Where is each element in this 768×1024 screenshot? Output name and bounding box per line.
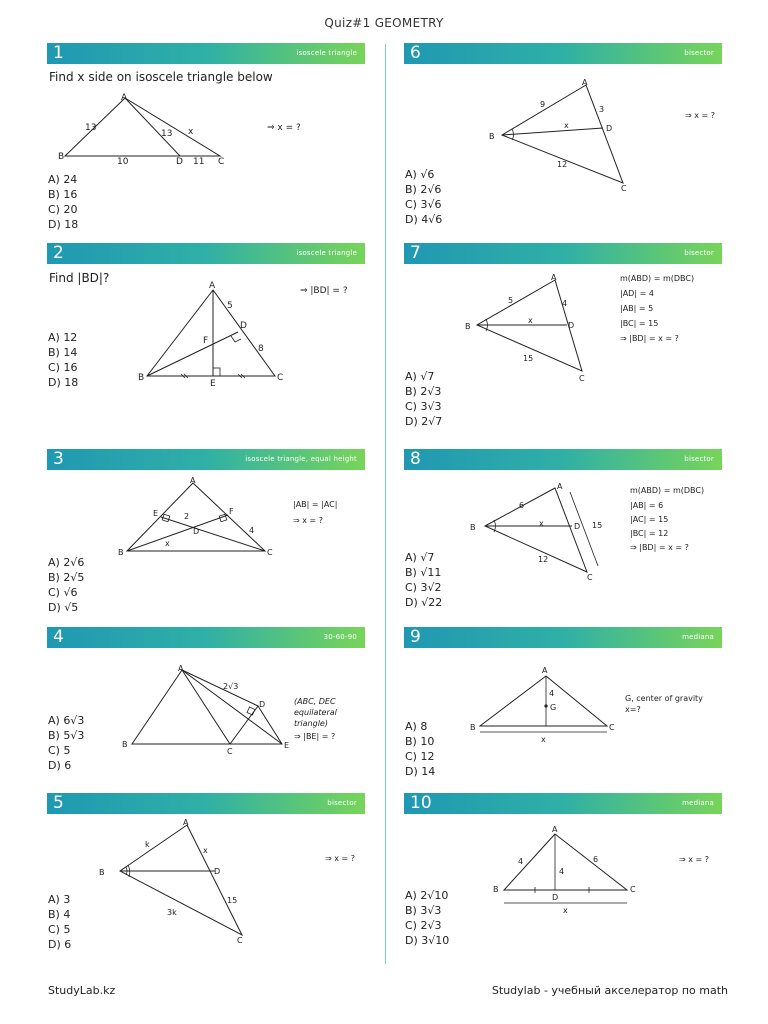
- label-k: k: [145, 840, 150, 849]
- label-ad: 4: [562, 299, 568, 308]
- option-c[interactable]: C) 5: [48, 923, 71, 936]
- problem-9-options: [405, 719, 435, 779]
- label-F: F: [203, 336, 209, 346]
- given-4: |BC| = 12: [630, 529, 669, 538]
- option-b[interactable]: B) 16: [48, 188, 78, 201]
- problem-8-figure: [460, 478, 745, 588]
- label-B: B: [99, 868, 105, 877]
- label-E: E: [210, 379, 216, 388]
- note-line2: equilateral: [294, 708, 337, 717]
- label-C: C: [227, 747, 233, 755]
- label-dc: 11: [193, 157, 205, 167]
- label-x: x: [165, 539, 170, 548]
- problem-2-figure: [135, 278, 365, 388]
- label-D: D: [574, 522, 581, 531]
- problem-10-figure: [482, 822, 737, 917]
- problem-tag: mediana: [682, 633, 714, 641]
- label-ad: 2√3: [223, 682, 239, 691]
- label-bc: 12: [538, 555, 549, 564]
- problem-4-options: [48, 713, 84, 773]
- given-2: |AD| = 4: [620, 289, 654, 298]
- problem-3-header: [47, 449, 365, 470]
- label-A: A: [557, 482, 563, 491]
- label-ac: 6: [593, 855, 599, 864]
- problem-tag: isoscele triangle: [296, 49, 357, 57]
- label-C: C: [587, 573, 593, 582]
- given-4: |BC| = 15: [620, 319, 659, 328]
- option-a[interactable]: A) 2√10: [405, 889, 449, 902]
- option-d[interactable]: D) 4√6: [405, 213, 443, 226]
- option-a[interactable]: A) 8: [405, 720, 428, 733]
- option-b[interactable]: B) 2√6: [405, 183, 442, 196]
- label-D: D: [176, 157, 183, 167]
- problem-5-options: [48, 892, 71, 952]
- label-ba: 9: [540, 100, 546, 109]
- option-c[interactable]: C) 3√2: [405, 581, 442, 594]
- problem-number: 9: [410, 627, 421, 647]
- problem-4-figure: [118, 660, 368, 755]
- label-C: C: [579, 374, 585, 383]
- note-line3: triangle): [294, 719, 328, 728]
- ask-text: ⇒ |BE| = ?: [294, 732, 336, 741]
- problem-1-header: [47, 43, 365, 64]
- given-3: |AB| = 5: [620, 304, 654, 313]
- label-x: x: [564, 121, 569, 130]
- label-D: D: [552, 893, 559, 902]
- label-x: x: [188, 127, 194, 137]
- option-c[interactable]: C) 16: [48, 361, 78, 374]
- ask-text: ⇒ x = ?: [267, 123, 301, 133]
- label-D: D: [214, 867, 221, 876]
- note-line1: (ABC, DEC: [294, 697, 336, 706]
- option-d[interactable]: D) 6: [48, 759, 72, 772]
- column-divider: [385, 44, 386, 964]
- label-x: x: [528, 316, 533, 325]
- problem-10-options: [405, 888, 449, 948]
- problem-10-header: [404, 793, 722, 814]
- problem-8-options: [405, 550, 442, 610]
- label-fc: 4: [249, 526, 255, 535]
- option-c[interactable]: C) 3√6: [405, 198, 442, 211]
- option-c[interactable]: C) 12: [405, 750, 435, 763]
- problem-number: 1: [53, 43, 64, 63]
- label-B: B: [122, 740, 128, 749]
- ask-text: ⇒ |BD| = ?: [300, 286, 348, 296]
- label-A: A: [209, 281, 216, 291]
- label-A: A: [582, 78, 588, 87]
- problem-number: 6: [410, 43, 421, 63]
- label-x: x: [541, 735, 546, 744]
- option-b[interactable]: B) 5√3: [48, 729, 85, 742]
- label-B: B: [489, 132, 495, 141]
- label-ba: 5: [508, 296, 514, 305]
- option-c[interactable]: C) 5: [48, 744, 71, 757]
- problem-3-options: [48, 555, 84, 615]
- ask-text: ⇒ x = ?: [685, 111, 716, 120]
- problem-tag: mediana: [682, 799, 714, 807]
- option-c[interactable]: C) 2√3: [405, 919, 442, 932]
- label-B: B: [118, 548, 124, 557]
- label-C: C: [630, 885, 636, 894]
- ask-text: ⇒ x = ?: [293, 516, 324, 525]
- option-b[interactable]: B) 10: [405, 735, 435, 748]
- label-ac: 15: [592, 521, 603, 530]
- given-equal: |AB| = |AC|: [293, 500, 338, 509]
- label-ad: 13: [161, 129, 173, 139]
- problem-tag: bisector: [684, 249, 714, 257]
- option-a[interactable]: A) 6√3: [48, 714, 85, 727]
- option-d[interactable]: D) 14: [405, 765, 436, 778]
- given-2: |AB| = 6: [630, 501, 664, 510]
- problem-6-header: [404, 43, 722, 64]
- problem-6-figure: [480, 75, 740, 195]
- footer-brand: StudyLab.kz: [48, 984, 116, 997]
- label-F: F: [229, 507, 234, 516]
- label-C: C: [621, 184, 627, 193]
- option-a[interactable]: A) 24: [48, 173, 78, 186]
- problem-1-question: Find x side on isoscele triangle below: [49, 70, 273, 84]
- problem-number: 10: [410, 793, 432, 813]
- problem-tag: isoscele triangle: [296, 249, 357, 257]
- label-bc: 12: [557, 160, 568, 169]
- option-c[interactable]: C) 3√3: [405, 400, 442, 413]
- label-C: C: [267, 548, 273, 557]
- label-dc: 8: [258, 344, 264, 354]
- label-D: D: [568, 321, 575, 330]
- label-x: x: [203, 846, 208, 855]
- given-1: m(ABD) = m(DBC): [630, 486, 705, 495]
- option-b[interactable]: B) 2√3: [405, 385, 442, 398]
- problem-number: 2: [53, 243, 64, 263]
- label-A: A: [190, 476, 196, 485]
- problem-number: 3: [53, 449, 64, 469]
- label-B: B: [138, 373, 145, 383]
- option-b[interactable]: B) 2√5: [48, 571, 85, 584]
- label-A: A: [121, 93, 128, 103]
- label-ab: 4: [518, 857, 524, 866]
- label-C: C: [218, 157, 225, 167]
- label-x: x: [563, 906, 568, 915]
- label-3k: 3k: [167, 908, 177, 917]
- problem-tag: bisector: [684, 455, 714, 463]
- label-ag: 4: [549, 689, 555, 698]
- page-title: Quiz#1 GEOMETRY: [324, 16, 444, 30]
- option-a[interactable]: A) √7: [405, 551, 435, 564]
- problem-number: 8: [410, 449, 421, 469]
- label-ad: 4: [559, 867, 565, 876]
- label-B: B: [465, 322, 471, 331]
- label-ab: 13: [85, 123, 97, 133]
- problem-8-header: [404, 449, 722, 470]
- label-B: B: [58, 152, 65, 162]
- label-bd: 10: [117, 157, 129, 167]
- problem-2-question: Find |BD|?: [49, 271, 110, 285]
- label-C: C: [609, 723, 615, 732]
- problem-6-options: [405, 167, 442, 227]
- option-b[interactable]: B) √11: [405, 566, 442, 579]
- label-B: B: [470, 523, 476, 532]
- label-D: D: [606, 124, 613, 133]
- label-B: B: [493, 885, 499, 894]
- label-bc: 15: [523, 354, 534, 363]
- option-b[interactable]: B) 3√3: [405, 904, 442, 917]
- given-1: m(ABD) = m(DBC): [620, 274, 695, 283]
- label-ad: 3: [599, 105, 605, 114]
- problem-1-figure: [55, 92, 335, 172]
- label-C: C: [237, 936, 243, 945]
- label-C: C: [277, 373, 284, 383]
- label-ba: 6: [519, 501, 525, 510]
- problem-2-header: [47, 243, 365, 264]
- option-a[interactable]: A) 3: [48, 893, 71, 906]
- label-ad: 5: [227, 301, 233, 311]
- footer-tagline: Studylab - учебный акселератор по math: [491, 984, 728, 997]
- option-d[interactable]: D) 18: [48, 376, 79, 389]
- label-D: D: [259, 700, 266, 709]
- option-a[interactable]: A) 12: [48, 331, 78, 344]
- problem-9-header: [404, 627, 722, 648]
- problem-tag: isoscele triangle, equal height: [245, 455, 357, 463]
- label-D: D: [193, 527, 200, 536]
- problem-3-figure: [115, 475, 365, 560]
- ask-text: ⇒ |BD| = x = ?: [630, 543, 689, 552]
- problem-tag: bisector: [327, 799, 357, 807]
- problem-tag: bisector: [684, 49, 714, 57]
- option-a[interactable]: A) √6: [405, 168, 435, 181]
- note-line1: G, center of gravity: [625, 694, 703, 703]
- problem-4-header: [47, 627, 365, 648]
- label-B: B: [470, 723, 476, 732]
- label-A: A: [183, 818, 189, 827]
- label-D: D: [240, 321, 247, 331]
- problem-7-header: [404, 243, 722, 264]
- option-b[interactable]: B) 4: [48, 908, 71, 921]
- problem-2-options: [48, 330, 78, 390]
- label-dc: 15: [227, 896, 238, 905]
- option-b[interactable]: B) 14: [48, 346, 78, 359]
- label-E: E: [153, 509, 159, 518]
- label-A: A: [542, 666, 548, 675]
- label-x: x: [539, 519, 544, 528]
- option-d[interactable]: D) 6: [48, 938, 72, 951]
- option-d[interactable]: D) 2√7: [405, 415, 443, 428]
- problem-1-options: [48, 172, 78, 232]
- problem-9-figure: [465, 662, 750, 747]
- problem-number: 4: [53, 627, 64, 647]
- option-d[interactable]: D) √22: [405, 596, 443, 609]
- problem-5-figure: [95, 815, 370, 945]
- option-a[interactable]: A) 2√6: [48, 556, 85, 569]
- ask-text: ⇒ x = ?: [325, 854, 356, 863]
- option-d[interactable]: D) √5: [48, 601, 79, 614]
- problem-5-header: [47, 793, 365, 814]
- option-c[interactable]: C) √6: [48, 586, 78, 599]
- label-ed: 2: [184, 512, 190, 521]
- option-d[interactable]: D) 18: [48, 218, 79, 231]
- label-G: G: [550, 703, 557, 712]
- label-A: A: [551, 273, 557, 282]
- problem-tag: 30-60-90: [323, 633, 357, 641]
- option-a[interactable]: A) √7: [405, 370, 435, 383]
- option-d[interactable]: D) 3√10: [405, 934, 450, 947]
- given-3: |AC| = 15: [630, 515, 669, 524]
- ask-text: ⇒ x = ?: [679, 855, 710, 864]
- problem-number: 5: [53, 793, 64, 813]
- problem-7-options: [405, 369, 442, 429]
- label-E: E: [284, 741, 290, 750]
- option-c[interactable]: C) 20: [48, 203, 78, 216]
- label-A: A: [552, 825, 558, 834]
- label-A: A: [178, 664, 184, 673]
- problem-number: 7: [410, 243, 421, 263]
- note-line2: x=?: [625, 705, 641, 714]
- problem-7-figure: [445, 268, 745, 388]
- ask-text: ⇒ |BD| = x = ?: [620, 334, 679, 343]
